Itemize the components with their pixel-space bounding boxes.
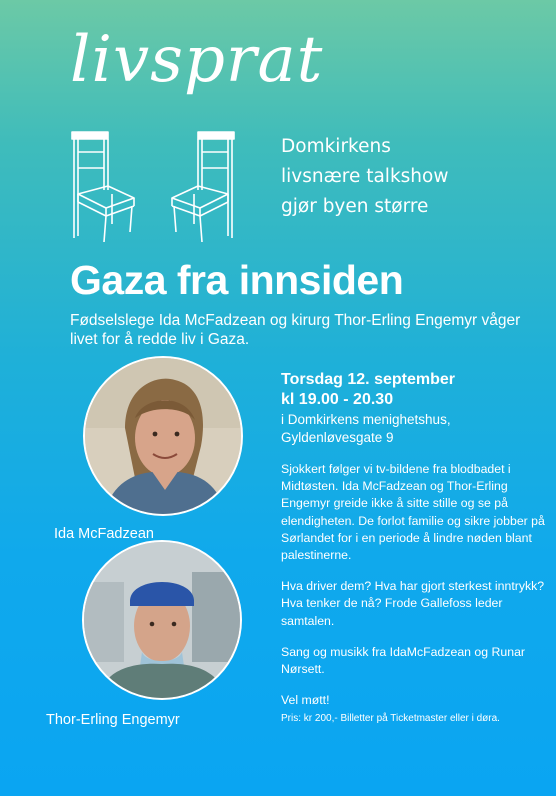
subheadline: Fødselslege Ida McFadzean og kirurg Thor-Erling Engemyr våger livet for å redde liv i Gaza. <box>70 312 521 348</box>
venue-line-1: i Domkirkens menighetshus, <box>281 412 451 427</box>
description-paragraph-2: Hva driver dem? Hva har gjort sterkest inntrykk? Hva tenker de nå? Frode Gallefoss leder samtalen. <box>281 579 545 628</box>
event-date: Torsdag 12. september <box>281 371 455 388</box>
livsprat-logo: livsprat <box>70 23 324 97</box>
headline: Gaza fra innsiden <box>70 257 404 303</box>
portrait-ida-mcfadzean <box>83 356 243 516</box>
venue-line-2: Gyldenløvesgate 9 <box>281 430 394 445</box>
tagline-line-2: livsnære talkshow <box>281 166 449 187</box>
description-paragraph-3: Sang og musikk fra IdaMcFadzean og Runar Nørsett. <box>281 644 526 677</box>
event-venue <box>281 411 549 447</box>
tagline-line-1: Domkirkens <box>281 136 391 157</box>
caption-thor-erling-engemyr: Thor-Erling Engemyr <box>46 712 180 728</box>
caption-ida-mcfadzean: Ida McFadzean <box>54 526 154 542</box>
chairs-icon <box>66 128 246 246</box>
event-time: kl 19.00 - 20.30 <box>281 391 394 408</box>
description-paragraph-1: Sjokkert følger vi tv-bildene fra blodbadet i Midtøsten. Ida McFadzean og Thor-Erling Engemyr greide ikke å sitte stille og se på elendigheten. De forlot familie og sikre jobber på Sørlandet for i en periode å lindre nøden blant palestinerne. <box>281 462 545 563</box>
tagline <box>281 132 448 222</box>
welcome-text: Vel møtt! <box>281 693 330 708</box>
event-info <box>281 370 549 726</box>
tagline-line-3: gjør byen større <box>281 196 429 217</box>
price-info: Pris: kr 200,- Billetter på Ticketmaster eller i døra. <box>281 713 500 725</box>
portrait-thor-erling-engemyr <box>82 540 242 700</box>
